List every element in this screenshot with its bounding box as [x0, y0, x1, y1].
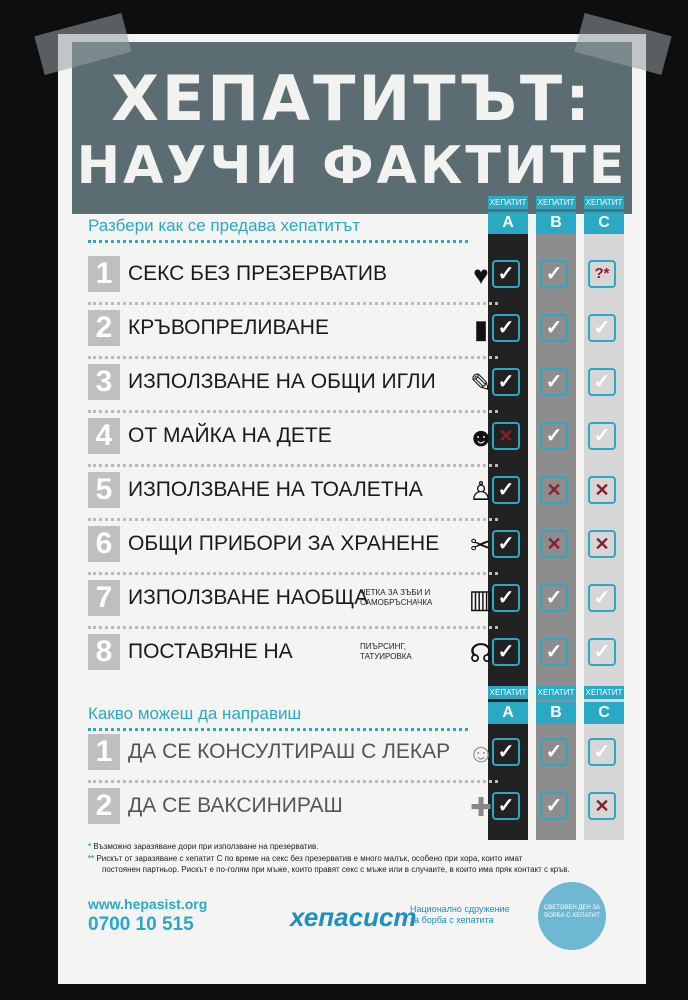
cross-mark: ✕: [588, 476, 616, 504]
check-mark: ✓: [540, 738, 568, 766]
col-header-letter: C: [584, 702, 624, 724]
col-header-label: ХЕПАТИТ: [537, 198, 575, 207]
check-mark: ✓: [492, 314, 520, 342]
footnote-1: [88, 842, 318, 851]
section2-title: Какво можеш да направиш: [88, 704, 302, 723]
row-sublabel-line: ПИЪРСИНГ,: [360, 642, 406, 651]
col-header-letter: A: [488, 702, 528, 724]
col-header-letter: A: [488, 212, 528, 234]
row-label: СЕКС БЕЗ ПРЕЗЕРВАТИВ: [128, 262, 387, 285]
row-label: ПОСТАВЯНЕ НА: [128, 640, 293, 663]
col-header-letter: C: [584, 212, 624, 234]
list-item: [88, 252, 498, 296]
col-header-c: [584, 686, 624, 724]
cross-mark: ✕: [540, 476, 568, 504]
list-item: [88, 360, 498, 404]
col-header-b: [536, 196, 576, 234]
row-divider: [88, 572, 498, 575]
row-number: 7: [88, 580, 120, 616]
row-number: 1: [88, 734, 120, 770]
row-sublabel-line: ТАТУИРОВКА: [360, 652, 412, 661]
row-label: ДА СЕ КОНСУЛТИРАШ С ЛЕКАР: [128, 740, 451, 763]
badge-line: БОРБА С ХЕПАТИТ: [544, 913, 600, 919]
phone-number: 0700 10 515: [88, 914, 194, 935]
check-mark: ✓: [588, 738, 616, 766]
row-number: 5: [88, 472, 120, 508]
list-item: [88, 576, 498, 620]
row-number: 2: [88, 788, 120, 824]
cross-mark: ✕: [588, 530, 616, 558]
badge-line: СВЕТОВЕН ДЕН ЗА: [543, 905, 601, 911]
syringe-icon: ✎: [470, 368, 492, 398]
row-number: 2: [88, 310, 120, 346]
col-header-label: ХЕПАТИТ: [585, 198, 623, 207]
col-header-label: ХЕПАТИТ: [537, 688, 575, 697]
brand-logo: хепасист: [290, 902, 417, 932]
footnote-star: **: [88, 854, 95, 863]
col-header-label: ХЕПАТИТ: [585, 688, 623, 697]
row-label: ОБЩИ ПРИБОРИ ЗА ХРАНЕНЕ: [128, 532, 440, 555]
row-divider: [88, 302, 498, 305]
check-mark: ✓: [540, 638, 568, 666]
cross-mark: ✕: [588, 792, 616, 820]
title-line-1: ХЕПАТИТЪТ:: [111, 62, 593, 135]
section1-underline: [88, 240, 468, 243]
cross-mark: ✕: [492, 422, 520, 450]
list-item: [88, 306, 498, 350]
col-header-label: ХЕПАТИТ: [489, 688, 527, 697]
row-label: ДА СЕ ВАКСИНИРАШ: [128, 794, 343, 817]
row-number: 3: [88, 364, 120, 400]
check-mark: ✓: [540, 368, 568, 396]
check-mark: ✓: [588, 314, 616, 342]
footnote-text: Рискът от заразяване с хепатит С по време на секс без презерватив е много малък, особено при хора, които имат: [96, 854, 523, 863]
list-item: [88, 414, 498, 458]
row-sublabel: [360, 642, 412, 662]
check-mark: ✓: [492, 368, 520, 396]
col-header-c: [584, 196, 624, 234]
doctor-icon: ☺: [467, 738, 495, 768]
title-line-2: НАУЧИ ФАКТИТЕ: [76, 136, 628, 196]
check-mark: ✓: [588, 638, 616, 666]
check-mark: ✓: [540, 314, 568, 342]
pregnant-icon: ☻: [467, 422, 495, 452]
list-item: [88, 784, 498, 828]
row-divider: [88, 356, 498, 359]
check-mark: ✓: [492, 792, 520, 820]
check-mark: ✓: [588, 584, 616, 612]
row-label: КРЪВОПРЕЛИВАНЕ: [128, 316, 329, 339]
row-number: 1: [88, 256, 120, 292]
row-sublabel-line: ЧЕТКА ЗА ЗЪБИ И: [360, 588, 431, 597]
ear-icon: ☊: [469, 638, 493, 668]
check-mark: ✓: [492, 584, 520, 612]
question-mark: ?*: [588, 260, 616, 288]
col-header-a: [488, 686, 528, 724]
check-mark: ✓: [492, 530, 520, 558]
check-mark: ✓: [492, 738, 520, 766]
col-header-a: [488, 196, 528, 234]
footnote-2: [88, 854, 522, 863]
list-item: [88, 630, 498, 674]
check-mark: ✓: [540, 792, 568, 820]
col-header-label: ХЕПАТИТ: [489, 198, 527, 207]
poster: [58, 34, 646, 984]
list-item: [88, 468, 498, 512]
check-mark: ✓: [540, 260, 568, 288]
row-divider: [88, 464, 498, 467]
row-sublabel-line: САМОБРЪСНАЧКА: [360, 598, 433, 607]
col-header-letter: B: [536, 702, 576, 724]
check-mark: ✓: [492, 260, 520, 288]
row-number: 4: [88, 418, 120, 454]
world-hepatitis-day-badge: [538, 882, 606, 950]
col-header-letter: B: [536, 212, 576, 234]
row-divider: [88, 780, 498, 783]
list-item: [88, 730, 498, 774]
check-mark: ✓: [492, 638, 520, 666]
website-link[interactable]: www.hepasist.org: [88, 896, 208, 912]
section1-title: Разбери как се предава хепатитът: [88, 216, 361, 235]
brand-subtitle-line: за борба с хепатита: [410, 915, 494, 925]
check-mark: ✓: [540, 422, 568, 450]
row-label: ОТ МАЙКА НА ДЕТЕ: [128, 424, 332, 447]
brand-subtitle: [410, 904, 510, 926]
row-label: ИЗПОЛЗВАНЕ НА ТОАЛЕТНА: [128, 478, 423, 501]
check-mark: ✓: [540, 584, 568, 612]
check-mark: ✓: [492, 476, 520, 504]
razor-icon: ▥: [468, 584, 494, 614]
row-divider: [88, 518, 498, 521]
cutlery-icon: ✂: [470, 530, 492, 560]
toilet-icon: ♙: [469, 476, 493, 506]
brand-subtitle-line: Национално сдружение: [410, 904, 510, 914]
header-banner: [72, 42, 632, 214]
row-label: ИЗПОЛЗВАНЕ НАОБЩА: [128, 586, 369, 609]
check-mark: ✓: [588, 422, 616, 450]
vaccine-icon: ✚: [470, 792, 492, 822]
check-mark: ✓: [588, 368, 616, 396]
hearts-icon: ♥: [473, 260, 489, 290]
footnote-3: [102, 865, 570, 874]
row-number: 8: [88, 634, 120, 670]
row-label: ИЗПОЛЗВАНЕ НА ОБЩИ ИГЛИ: [128, 370, 436, 393]
footnote-text: постоянен партньор. Рискът е по-голям при мъже, които правят секс с мъже или в случаите, в които има пряк контакт с кръв.: [102, 865, 570, 874]
row-number: 6: [88, 526, 120, 562]
list-item: [88, 522, 498, 566]
footnote-star: *: [88, 842, 92, 851]
cross-mark: ✕: [540, 530, 568, 558]
col-header-b: [536, 686, 576, 724]
footnote-text: Възможно заразяване дори при използване на презерватив.: [93, 842, 319, 851]
blood-bag-icon: ▮: [473, 314, 489, 344]
row-divider: [88, 626, 498, 629]
row-divider: [88, 410, 498, 413]
row-sublabel: [360, 588, 432, 608]
